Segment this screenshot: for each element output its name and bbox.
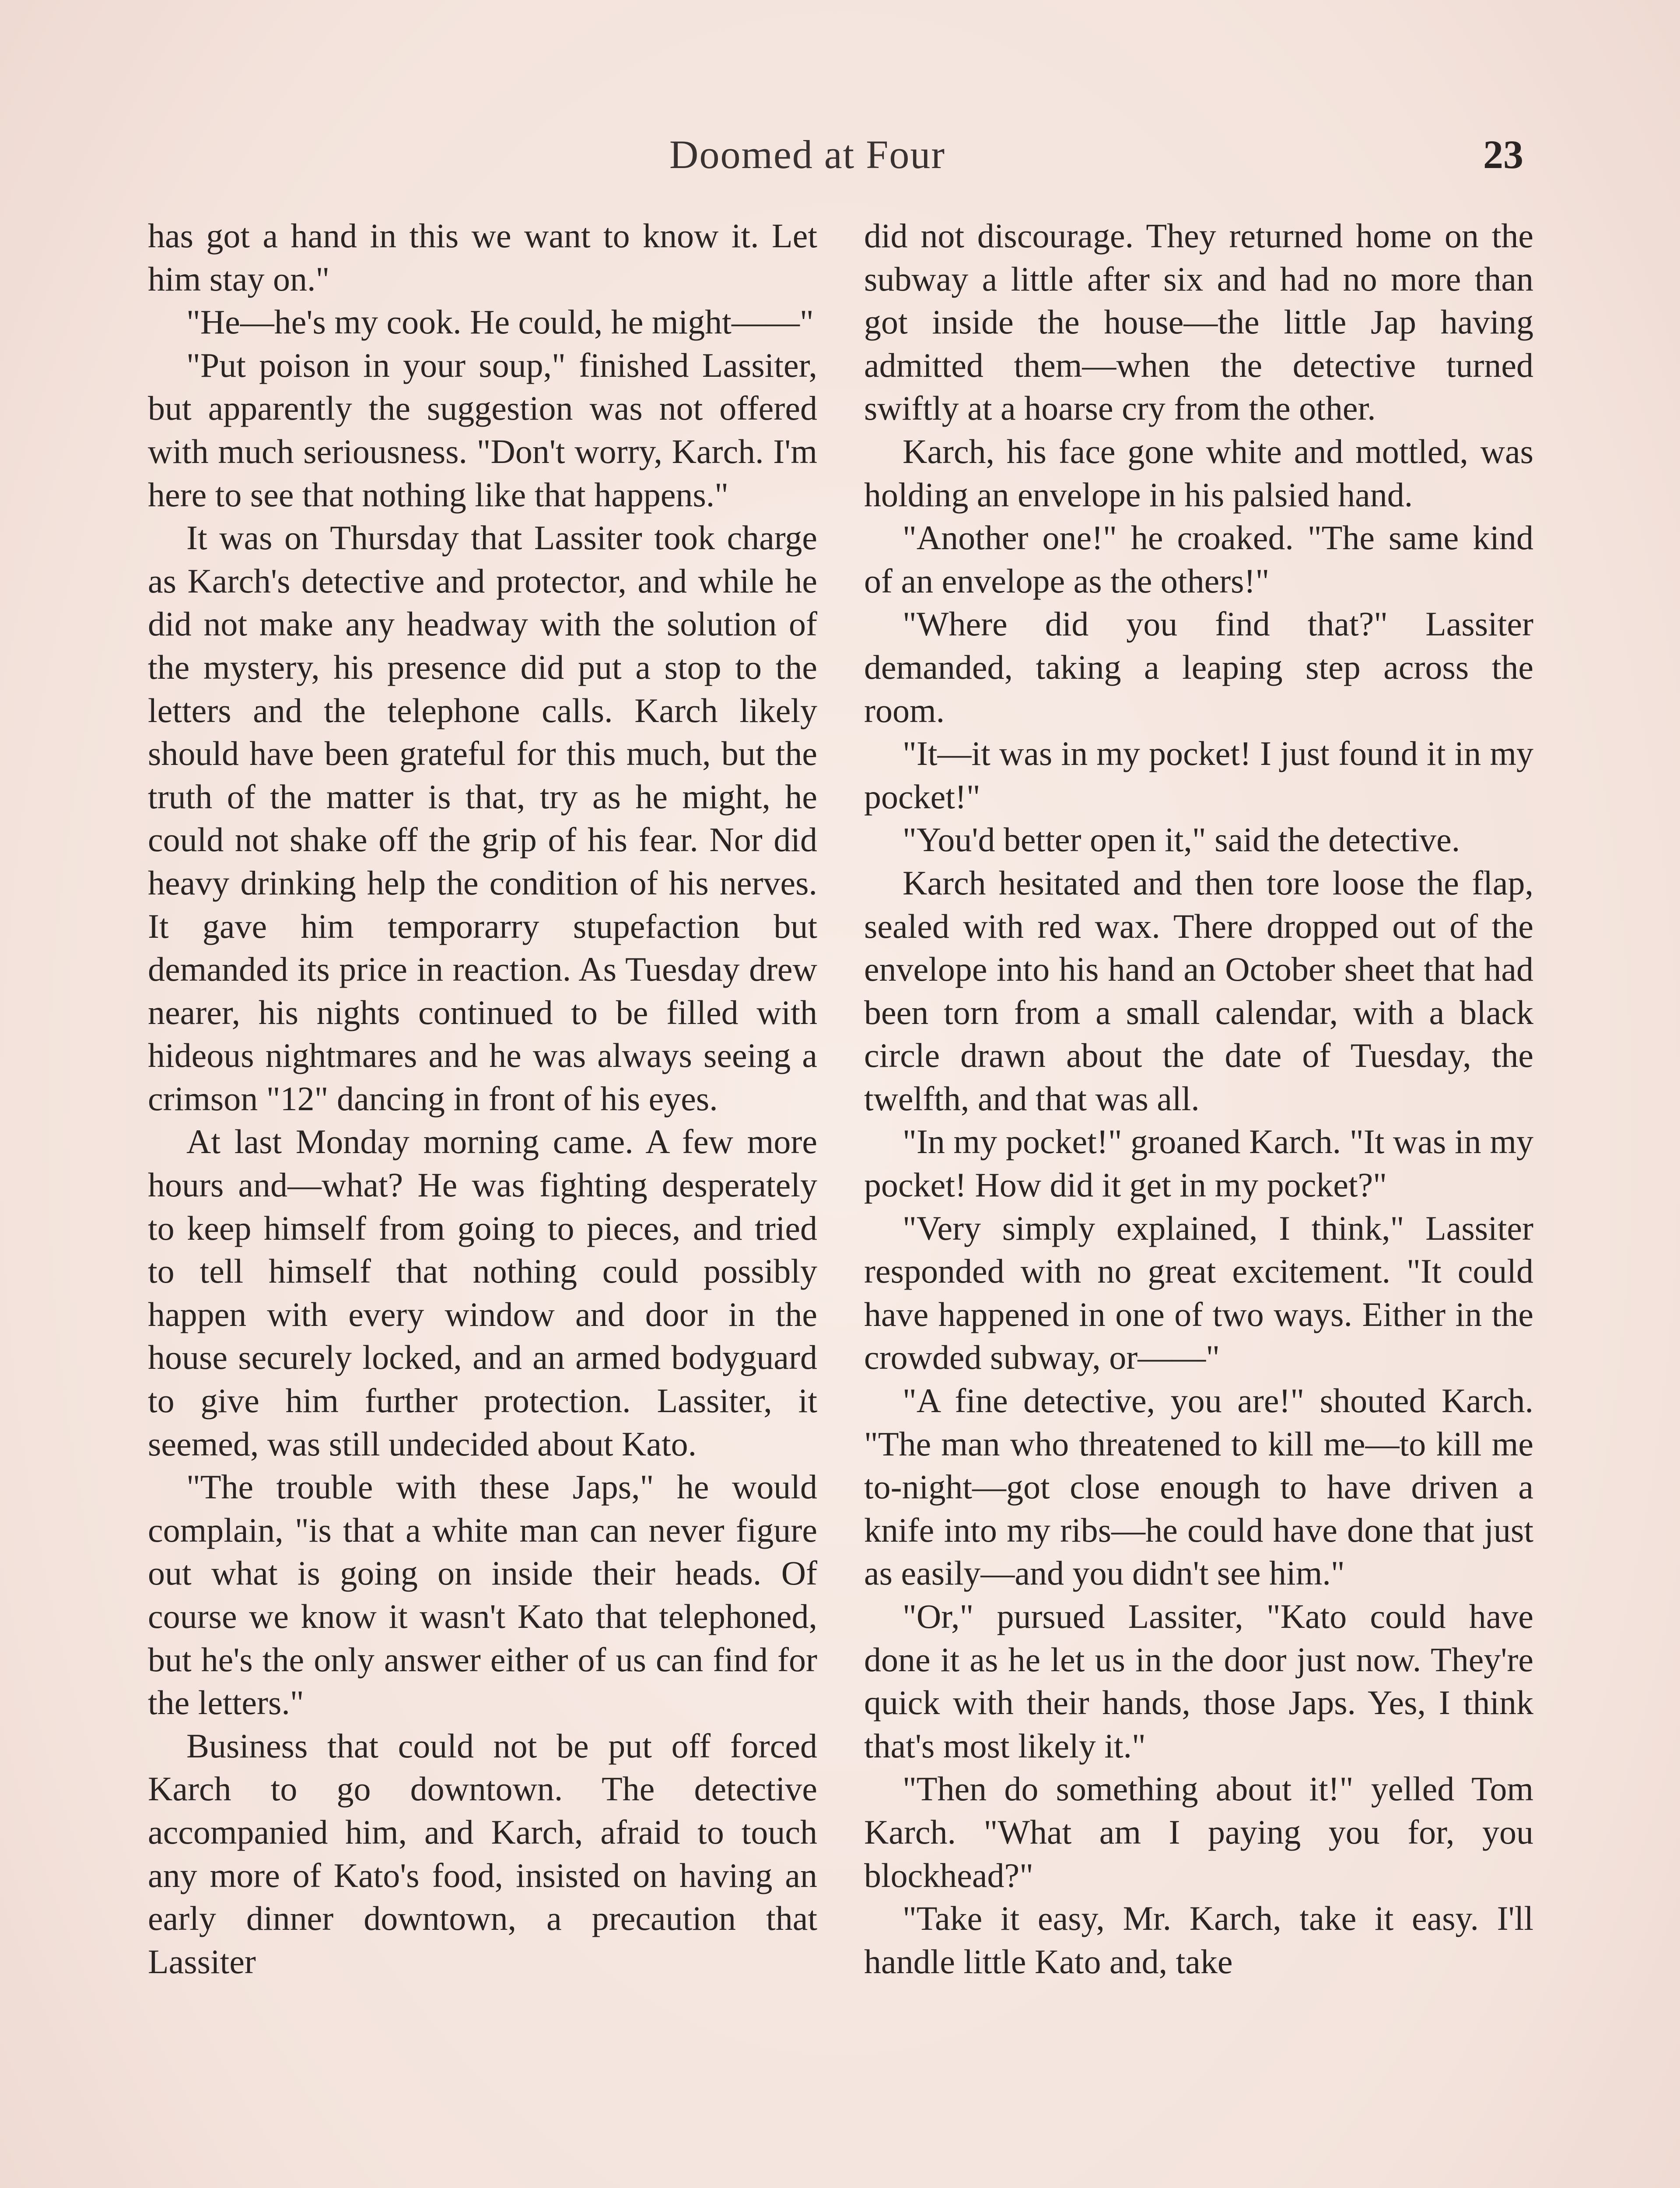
- paragraph: Karch hesitated and then tore loose the flap, sealed with red wax. There dropped out of the envelope into his hand an October sheet that had been torn from a small calendar, with a black circle drawn about the date of Tuesday, the twelfth, and that was all.: [864, 863, 1533, 1118]
- paragraph: At last Monday morning came. A few more hours and—what? He was fighting desperately to keep himself from going to pieces, and tried to tell himself that nothing could possibly happen with every window and door in the house securely locked, and an armed bodyguard to give him further protection. Lassiter, it seemed, was still undecided about Kato.: [148, 1122, 817, 1463]
- paragraph: "It—it was in my pocket! I just found it in my pocket!": [864, 734, 1533, 816]
- paragraph: did not discourage. They returned home on the subway a little after six and had no more than got inside the house—the little Jap having admitted them—when the detective turned swiftly at a hoarse cry from the other.: [864, 217, 1533, 428]
- paragraph: "Very simply explained, I think," Lassiter responded with no great excitement. "It could have happened in one of two ways. Either in the crowded subway, or——": [864, 1209, 1533, 1377]
- page-header: [0, 131, 1680, 188]
- paragraph: Karch, his face gone white and mottled, was holding an envelope in his palsied hand.: [864, 432, 1533, 514]
- paragraph: "In my pocket!" groaned Karch. "It was in my pocket! How did it get in my pocket?": [864, 1122, 1533, 1204]
- paragraph: "Then do something about it!" yelled Tom Karch. "What am I paying you for, you blockhead?": [864, 1770, 1533, 1894]
- running-title: Doomed at Four: [669, 132, 946, 177]
- paragraph: "You'd better open it," said the detective.: [903, 820, 1460, 859]
- paragraph: Business that could not be put off forced Karch to go downtown. The detective accompanied him, and Karch, afraid to touch any more of Kato's food, insisted on having an early dinner downtown, a precaution that Lassiter: [148, 1726, 817, 1981]
- paragraph: "A fine detective, you are!" shouted Karch. "The man who threatened to kill me—to kill me to-night—got close enough to have driven a knife into my ribs—he could have done that just as easily—and you didn't see him.": [864, 1382, 1533, 1592]
- page-number: 23: [1483, 132, 1523, 177]
- paragraph: "Take it easy, Mr. Karch, take it easy. I'll handle little Kato and, take: [864, 1899, 1533, 1981]
- paragraph: "The trouble with these Japs," he would complain, "is that a white man can never figure out what is going on inside their heads. Of course we know it wasn't Kato that telephoned, but he's the only answer either of us can find for the letters.": [148, 1468, 817, 1722]
- right-column: [864, 214, 1533, 1983]
- paragraph: It was on Thursday that Lassiter took charge as Karch's detective and protector, and while he did not make any headway with the solution of the mystery, his presence did put a stop to the letters and the telephone calls. Karch likely should have been grateful for this much, but the truth of the matter is that, try as he might, he could not shake off the grip of his fear. Nor did heavy drinking help the condition of his nerves. It gave him temporarry stupefaction but demanded its price in reaction. As Tuesday drew nearer, his nights continued to be filled with hideous nightmares and he was always seeing a crimson "12" dancing in front of his eyes.: [148, 519, 817, 1118]
- paragraph: "Where did you find that?" Lassiter demanded, taking a leaping step across the room.: [864, 605, 1533, 729]
- paragraph: "Another one!" he croaked. "The same kind of an envelope as the others!": [864, 519, 1533, 600]
- paragraph: "Or," pursued Lassiter, "Kato could have done it as he let us in the door just now. They're quick with their hands, those Japs. Yes, I think that's most likely it.": [864, 1597, 1533, 1765]
- paragraph: "He—he's my cook. He could, he might——": [186, 303, 814, 341]
- left-column: [148, 214, 817, 1983]
- paragraph: "Put poison in your soup," finished Lassiter, but apparently the suggestion was not offered with much seriousness. "Don't worry, Karch. I'm here to see that nothing like that happens.": [148, 346, 817, 514]
- paragraph: has got a hand in this we want to know it. Let him stay on.": [148, 217, 817, 298]
